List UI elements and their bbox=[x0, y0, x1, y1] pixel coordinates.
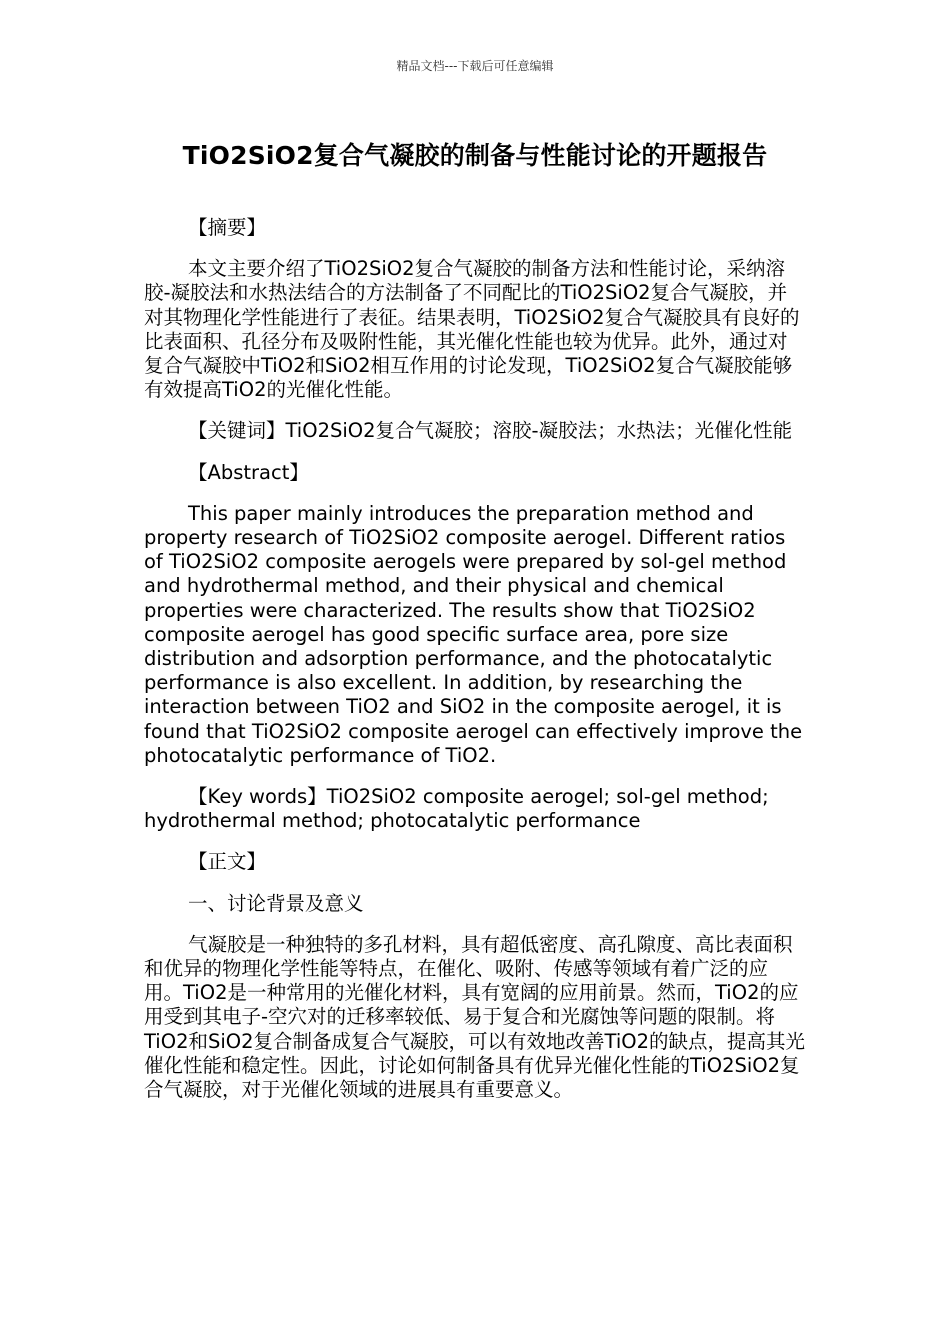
document-body bbox=[144, 216, 806, 1119]
page-header: 精品文档---下载后可任意编辑 bbox=[396, 59, 554, 73]
main-text-heading: 【正文】 bbox=[188, 850, 267, 874]
abstract-en-heading: 【Abstract】 bbox=[188, 460, 309, 484]
keywords-cn: 【关键词】TiO2SiO2复合气凝胶；溶胶-凝胶法；水热法；光催化性能 bbox=[188, 419, 793, 443]
keywords-en: 【Key words】TiO2SiO2 composite aerogel; sol-gel method; hydrothermal method; photocatalytic performance bbox=[144, 785, 769, 833]
abstract-cn-paragraph: 本文主要介绍了TiO2SiO2复合气凝胶的制备方法和性能讨论，采纳溶胶-凝胶法和水热法结合的方法制备了不同配比的TiO2SiO2复合气凝胶，并对其物理化学性能进行了表征。结果表明，TiO2SiO2复合气凝胶具有良好的比表面积、孔径分布及吸附性能，其光催化性能也较为优异。此外，通过对复合气凝胶中TiO2和SiO2相互作用的讨论发现，TiO2SiO2复合气凝胶能够有效提高TiO2的光催化性能。 bbox=[144, 257, 800, 402]
abstract-en-paragraph: This paper mainly introduces the preparation method and property research of TiO2SiO2 composite aerogel. Different ratios of TiO2SiO2 composite aerogels were prepared by sol-gel method and hydrothermal method, and their physical and chemical properties were characterized. The results show that TiO2SiO2 composite aerogel has good specific surface area, pore size distribution and adsorption performance, and the photocatalytic performance is also excellent. In addition, by researching the interaction between TiO2 and SiO2 in the composite aerogel, it is found that TiO2SiO2 composite aerogel can effectively improve the photocatalytic performance of TiO2. bbox=[144, 501, 803, 767]
section-1-title: 一、讨论背景及意义 bbox=[188, 891, 364, 915]
document-title: TiO2SiO2复合气凝胶的制备与性能讨论的开题报告 bbox=[182, 141, 768, 170]
abstract-cn-heading: 【摘要】 bbox=[188, 216, 267, 239]
section-1-paragraph: 气凝胶是一种独特的多孔材料，具有超低密度、高孔隙度、高比表面积和优异的物理化学性能等特点，在催化、吸附、传感等领域有着广泛的应用。TiO2是一种常用的光催化材料，具有宽阔的应用前景。然而，TiO2的应用受到其电子-空穴对的迁移率较低、易于复合和光腐蚀等问题的限制。将TiO2和SiO2复合制备成复合气凝胶，可以有效地改善TiO2的缺点，提高其光催化性能和稳定性。因此，讨论如何制备具有优异光催化性能的TiO2SiO2复合气凝胶，对于光催化领域的进展具有重要意义。 bbox=[144, 932, 806, 1102]
